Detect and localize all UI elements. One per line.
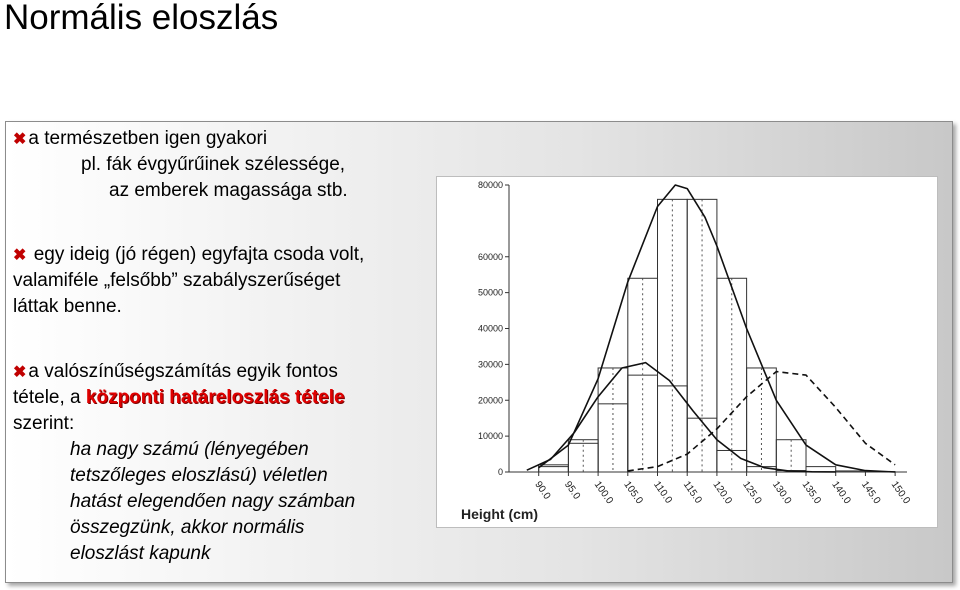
- x-tick-label: 90.0: [532, 479, 553, 502]
- bullet-3-text: a valószínűségszámítás egyik fontos: [28, 361, 338, 382]
- bullet-1-line-1: [13, 126, 267, 153]
- x-tick-label: 140.0: [829, 479, 853, 507]
- density-curve-2: [527, 363, 836, 472]
- height-distribution-chart: [436, 176, 938, 528]
- bullet-1-line-2: pl. fák évgyűrűinek szélessége,: [81, 154, 346, 175]
- x-tick-label: 105.0: [621, 479, 645, 507]
- y-tick-label: 0: [497, 467, 503, 477]
- bullet-1-text: a természetben igen gyakori: [28, 128, 268, 149]
- x-tick-label: 115.0: [680, 479, 704, 506]
- x-tick-label: 120.0: [710, 479, 734, 507]
- y-tick-label: 20000: [477, 395, 503, 406]
- x-tick-label: 135.0: [799, 479, 823, 507]
- bullet-3-line-2: [13, 385, 345, 411]
- bullet-2-text: egy ideig (jó régen) egyfajta csoda volt,: [33, 244, 365, 265]
- x-tick-label: 110.0: [651, 479, 674, 506]
- bullet-2-line-2: valamiféle „felsőbb” szabályszerűséget: [13, 270, 341, 291]
- y-tick-label: 60000: [477, 251, 503, 262]
- slide-title: Normális eloszlás: [4, 0, 279, 37]
- bullet-3-line-1: [13, 359, 338, 386]
- bullet-3-prefix: tétele, a: [13, 387, 86, 408]
- x-tick-label: 150.0: [888, 479, 913, 507]
- x-tick-label: 95.0: [561, 479, 583, 502]
- y-tick-label: 40000: [477, 323, 503, 334]
- bullet-3-italic-4: összegzünk, akkor normális: [70, 517, 305, 538]
- bullet-3-italic-2: tetszőleges eloszlású) véletlen: [70, 465, 328, 486]
- y-tick-label: 50000: [477, 287, 503, 298]
- x-tick-label: 145.0: [858, 479, 883, 507]
- histogram-1-bar: [539, 467, 569, 472]
- histogram-2-bar: [568, 443, 598, 472]
- y-tick-label: 30000: [477, 359, 503, 370]
- x-bullet-icon: ✖: [13, 364, 27, 381]
- bullet-3-italic-1: ha nagy számú (lényegében: [70, 439, 309, 460]
- x-axis-title: Height (cm): [461, 506, 538, 522]
- bullet-2-line-3: láttak benne.: [13, 296, 122, 317]
- bullet-3-italic-3: hatást elegendően nagy számban: [70, 491, 356, 512]
- y-tick-label: 80000: [477, 180, 503, 190]
- bullet-3-italic-5: eloszlást kapunk: [70, 543, 211, 564]
- highlight-theorem: központi határeloszlás tétele: [85, 387, 345, 408]
- density-curve-3: [628, 372, 895, 471]
- bullet-3-line-3: szerint:: [13, 413, 75, 434]
- x-tick-label: 125.0: [740, 479, 764, 507]
- bullet-2-line-1: [13, 242, 364, 269]
- bullet-1-line-3: az emberek magassága stb.: [109, 180, 348, 201]
- histogram-2-bar: [539, 465, 569, 472]
- y-tick-label: 10000: [477, 431, 503, 442]
- x-bullet-icon: ✖: [13, 247, 27, 264]
- x-bullet-icon: ✖: [13, 131, 27, 148]
- x-tick-label: 130.0: [769, 479, 794, 507]
- x-tick-label: 100.0: [591, 479, 616, 507]
- chart-svg: [437, 177, 937, 527]
- histogram-1-bar: [836, 471, 866, 472]
